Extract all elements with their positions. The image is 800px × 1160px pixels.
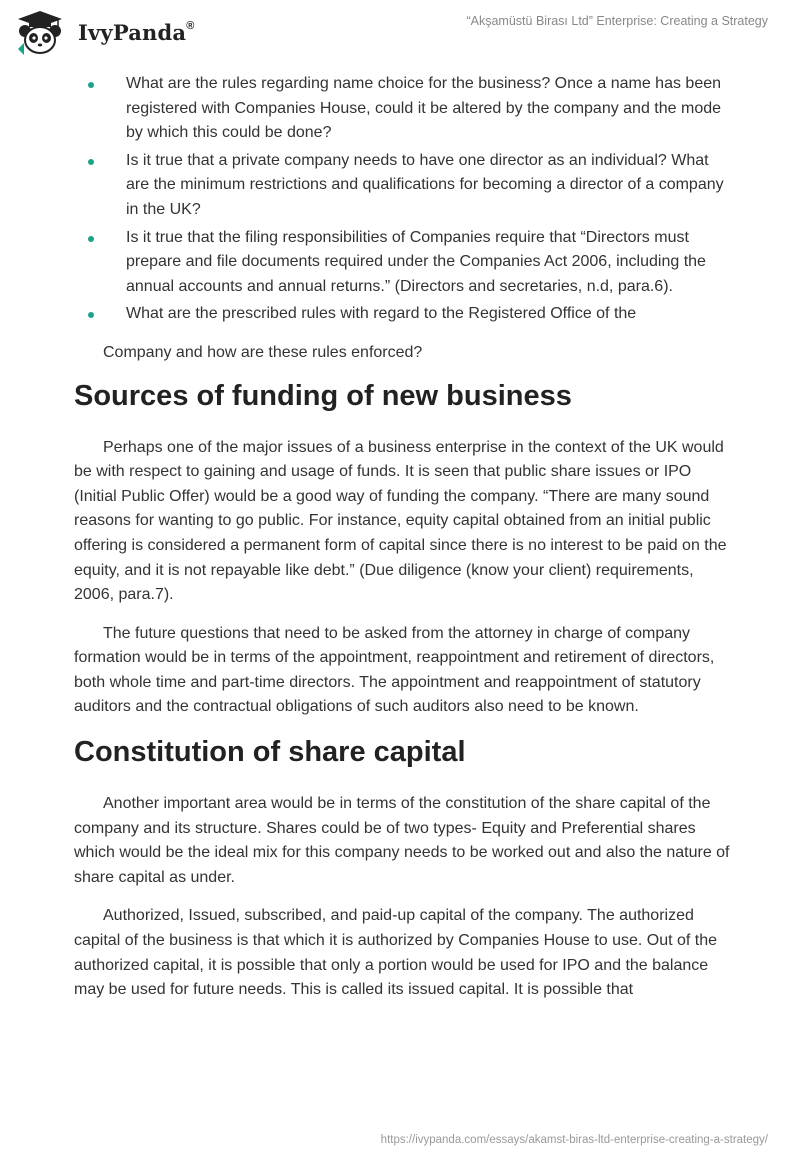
panda-logo-icon[interactable] [14,9,66,57]
list-continuation-text: Company and how are these rules enforced? [103,343,423,361]
bullet-dot-icon [88,82,94,88]
list-item: Is it true that the filing responsibilities of Companies require that “Directors must prepare and file documents required under the Companies Act 2006, including the annual accounts and annual returns.” (Directors and secretaries, n.d, para.6). [74,226,734,300]
bullet-dot-icon [88,159,94,165]
list-item: Is it true that a private company needs to have one director as an individual? What are the minimum restrictions and qualifications for becoming a director of a company in the UK? [74,149,734,223]
brand-name[interactable]: IvyPanda® [78,20,195,45]
bullet-dot-icon [88,312,94,318]
article-body [74,72,734,1017]
section-heading-funding: Sources of funding of new business [74,379,572,412]
section-heading-share-capital: Constitution of share capital [74,736,466,769]
bullet-dot-icon [88,236,94,242]
paragraph: The future questions that need to be asked from the attorney in charge of company formation would be in terms of the appointment, reappointment and retirement of directors, both whole time and part-time directors. The appointment and reappointment of statutory auditors and the contractual obligations of such auditors also need to be known. [74,624,715,716]
paragraph: Another important area would be in terms of the constitution of the share capital of the company and its structure. Shares could be of two types- Equity and Preferential shares which would be the ideal mix for this company needs to be worked out and also the nature of share capital as under. [74,795,730,886]
question-list [74,72,734,327]
page-header [0,0,800,62]
document-title: “Akşamüstü Birası Ltd” Enterprise: Creating a Strategy [466,14,768,28]
paragraph: Perhaps one of the major issues of a business enterprise in the context of the UK would be with respect to gaining and usage of funds. It is seen that public share issues or IPO (Initial Public Offer) would be a good way of funding the company. “There are many sound reasons for wanting to go public. For instance, equity capital obtained from an initial public offering is considered a permanent form of capital since there is no interest to be paid on the equity, and it is not repayable like debt.” (Due diligence (know your client) requirements, 2006, para.7). [74,438,727,604]
source-url[interactable]: https://ivypanda.com/essays/akamst-biras-ltd-enterprise-creating-a-strategy/ [380,1134,768,1146]
list-item: What are the rules regarding name choice for the business? Once a name has been registered with Companies House, could it be altered by the company and the mode by which this could be done? [74,72,734,146]
list-item: What are the prescribed rules with regard to the Registered Office of the [74,302,734,327]
paragraph: Authorized, Issued, subscribed, and paid-up capital of the company. The authorized capital of the business is that which it is authorized by Companies House to use. Out of the authorized capital, it is possible that only a portion would be used for IPO and the balance may be used for future needs. This is called its issued capital. It is possible that [74,907,718,999]
